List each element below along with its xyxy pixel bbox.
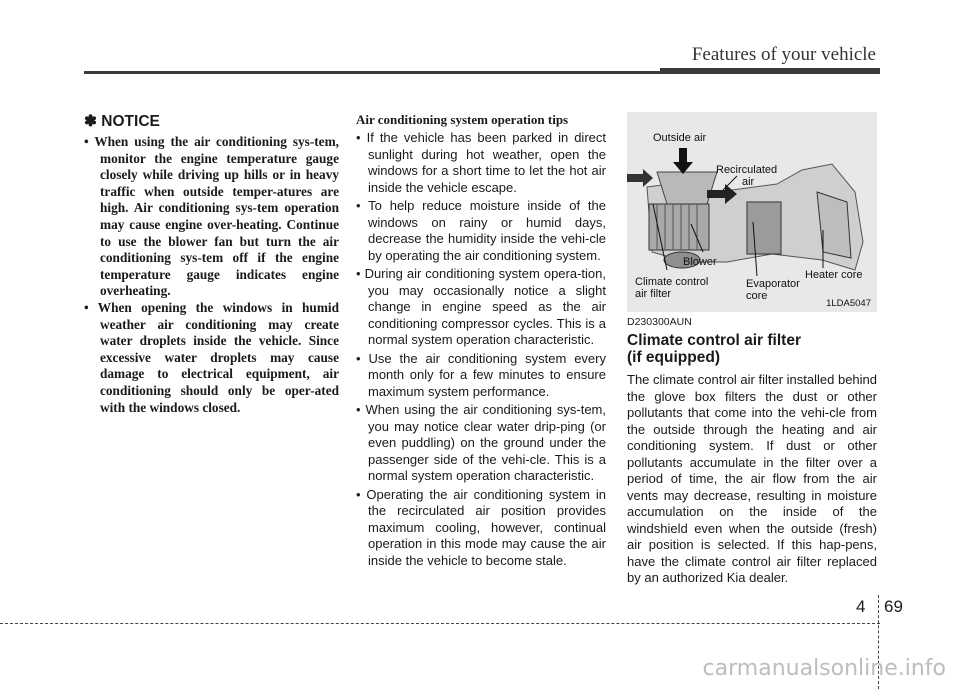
- footer-rule: [0, 623, 880, 624]
- page-number: 69: [884, 597, 903, 616]
- section-code: D230300AUN: [627, 316, 692, 328]
- tip-item: • During air conditioning system opera-tion, you may occasionally notice a slight change in engine speed as the air conditioning compressor cycles. This is a normal system operation characteristic.: [356, 266, 606, 349]
- tips-title: Air conditioning system operation tips: [356, 112, 569, 127]
- label-climate-filter: Climate control: [635, 276, 709, 288]
- label-evaporator-2: core: [746, 290, 768, 302]
- section-header-title: Features of your vehicle: [691, 44, 876, 65]
- notice-list: [84, 134, 339, 416]
- label-climate-filter-2: air filter: [635, 288, 672, 300]
- tip-item: • Operating the air conditioning system in the recirculated air position provides maximum cooling, however, continual operation in this mode may cause the air inside the vehicle to become stale.: [356, 487, 606, 570]
- tips-list: [356, 130, 606, 569]
- notice-item: • When opening the windows in humid weather air conditioning may create water droplets inside the vehicle. Since excessive water droplets may cause damage to electrical equipment, air conditioning should only be oper-ated with the windows closed.: [84, 300, 339, 416]
- label-recirculated-air: air: [742, 176, 755, 188]
- section-body: The climate control air filter installed behind the glove box filters the dust or other pollutants that come into the vehi-cle from the outside through the heating and air conditioning system. If dust or other pollutants accumulate in the filter over a period of time, the air flow from the air vents may decrease, resulting in moisture accumulation on the inside of the windshield even when the outside (fresh) air position is selected. If this hap-pens, have the climate control air filter replaced by an authorized Kia dealer.: [627, 372, 878, 585]
- tip-item: • Use the air conditioning system every month only for a few minutes to ensure maximum system performance.: [356, 351, 606, 401]
- section-title: [627, 332, 877, 366]
- operation-tips: [356, 112, 606, 571]
- figure-code: 1LDA5047: [826, 298, 871, 309]
- tip-item: • If the vehicle has been parked in direct sunlight during hot weather, open the windows for a short time to let the hot air inside the vehicle escape.: [356, 130, 606, 196]
- label-evaporator: Evaporator: [746, 278, 800, 290]
- label-recirculated: Recirculated: [716, 164, 778, 176]
- section-title-line1: Climate control air filter: [627, 332, 801, 349]
- filter-column: [627, 112, 877, 587]
- section-title-line2: (if equipped): [627, 349, 720, 366]
- notice-box: [84, 112, 339, 416]
- label-outside-air: Outside air: [653, 132, 707, 144]
- chapter-number: 4: [856, 597, 866, 616]
- tip-item: • To help reduce moisture inside of the windows on rainy or humid days, decrease the humidity inside the vehi-cle by operating the air conditioning system.: [356, 198, 606, 264]
- tip-item: • When using the air conditioning sys-tem, you may notice clear water drip-ping (or even puddling) on the ground under the passenger side of the vehi-cle. This is a normal system operation characteristic.: [356, 402, 606, 485]
- watermark: carmanualsonline.info: [702, 656, 946, 681]
- notice-item: • When using the air conditioning sys-tem, monitor the engine temperature gauge closely while driving up hills or in heavy traffic when outside temper-atures are high. Air conditioning sys-tem operation may cause engine over-heating. Continue to use the blower fan but turn the air conditioning sys-tem off if the engine temperature gauge indicates engine overheating.: [84, 134, 339, 300]
- label-heater-core: Heater core: [805, 269, 863, 281]
- hvac-diagram: [627, 112, 877, 312]
- header-rule: [84, 71, 880, 74]
- notice-title: ✽ NOTICE: [84, 113, 160, 130]
- label-blower: Blower: [683, 256, 717, 268]
